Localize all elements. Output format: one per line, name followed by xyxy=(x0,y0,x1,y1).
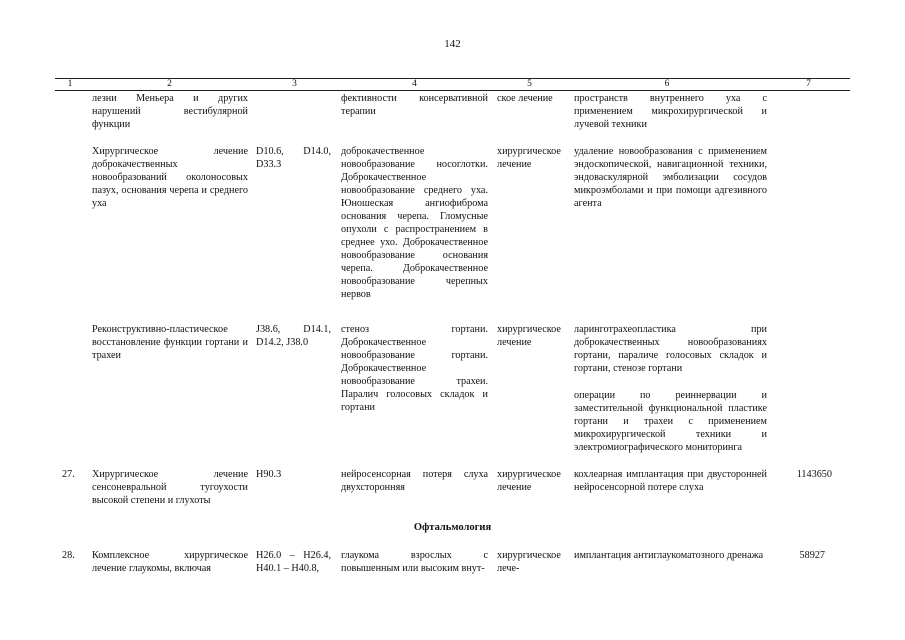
row27-col5: хирургическое лечение xyxy=(497,469,561,493)
row27-col6: кохлеарная имплантация при двусторонней нейросенсорной потере слуха xyxy=(574,469,767,493)
row27-number: 27. xyxy=(62,469,75,480)
row27-col2: Хирургическое лечение сенсоневральной тугоухости высокой степени и глухоты xyxy=(92,469,248,506)
header-col-6: 6 xyxy=(664,79,670,89)
page-number: 142 xyxy=(444,38,461,50)
nasal-col2: Хирургическое лечение доброкачественных новообразований околоносовых пазух, основания черепа и среднего уха xyxy=(92,146,248,209)
table-header xyxy=(55,78,850,91)
row27-col4: нейросенсорная потеря слуха двухсторонняя xyxy=(341,469,488,493)
header-col-2: 2 xyxy=(167,79,172,89)
nasal-col6: удаление новообразования с применением эндоскопической, навигационной техники, эндоваскулярной эмболизации сосудов микроэмболами и при помощи адгезивного агента xyxy=(574,146,767,209)
section-title: Офтальмология xyxy=(413,522,492,533)
row27-col7: 1143650 xyxy=(796,469,832,480)
header-col-3: 3 xyxy=(292,79,297,89)
header-col-5: 5 xyxy=(527,79,532,89)
nasal-col3: D10.6, D14.0, D33.3 xyxy=(256,146,331,170)
row28-col2: Комплексное хирургическое лечение глаукомы, включая xyxy=(92,550,248,574)
larynx-col3: J38.6, D14.1, D14.2, J38.0 xyxy=(256,324,331,348)
cont-col6: пространств внутреннего уха с применением микрохирургической и лучевой техники xyxy=(574,93,767,130)
header-col-1: 1 xyxy=(67,79,73,89)
larynx-col5: хирургическое лечение xyxy=(497,324,561,348)
cont-col5: ское лечение xyxy=(497,93,553,104)
row28-col7: 58927 xyxy=(799,550,825,561)
nasal-col5: хирургическое лечение xyxy=(497,146,561,170)
row28-col5: хирургическое лече- xyxy=(497,550,561,574)
larynx-col6a: ларинготрахеопластика при доброкачественных новообразованиях гортани, параличе голосовых складок и гортани, стенозе гортани xyxy=(574,324,767,374)
row27-col3: H90.3 xyxy=(256,469,282,480)
row28-number: 28. xyxy=(62,550,75,561)
header-col-4: 4 xyxy=(412,79,417,89)
cont-col4: фективности консервативной терапии xyxy=(341,93,488,117)
larynx-col2: Реконструктивно-пластическое восстановление функции гортани и трахеи xyxy=(92,324,248,361)
row28-col3: H26.0 – H26.4, H40.1 – H40.8, xyxy=(256,550,331,574)
row28-col4: глаукома взрослых с повышенным или высоким внут- xyxy=(341,550,488,574)
header-col-7: 7 xyxy=(806,79,811,89)
row28-col6: имплантация антиглаукоматозного дренажа xyxy=(574,550,764,561)
larynx-col6b: операции по реиннервации и заместительной функциональной пластике гортани и трахеи с применением микрохирургической техники и электромиографического мониторинга xyxy=(574,390,767,453)
larynx-col4: стеноз гортани. Доброкачественное новообразование гортани. Доброкачественное новообразование трахеи. Паралич голосовых складок и гортани xyxy=(341,324,488,413)
cont-col2: лезни Меньера и других нарушений вестибулярной функции xyxy=(92,93,248,130)
nasal-col4: доброкачественное новообразование носоглотки. Доброкачественное новообразование среднего уха. Юношеская ангиофиброма основания черепа. Гломусные опухоли с распространением в среднее ухо. Доброкачественное новообразование основания черепа. Доброкачественное новообразование черепных нервов xyxy=(341,146,488,300)
